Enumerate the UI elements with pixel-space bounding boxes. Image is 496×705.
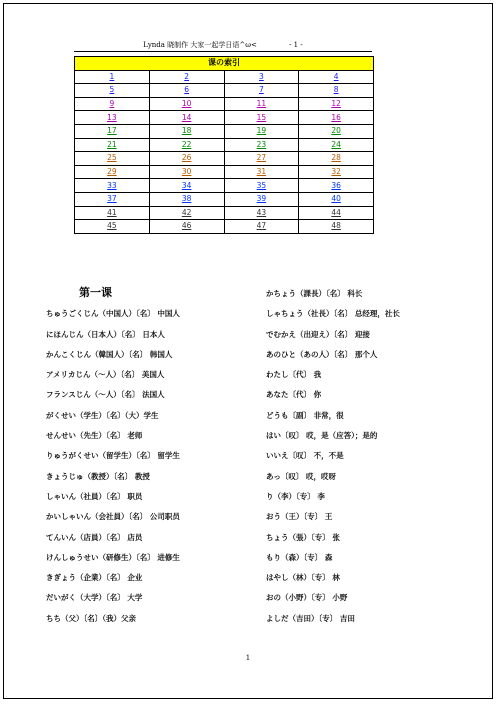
vocab-entry: いいえ〔叹〕 不，不是	[266, 451, 344, 461]
document-page	[3, 3, 493, 699]
index-cell	[224, 220, 299, 234]
lesson-link[interactable]: 9	[109, 99, 115, 109]
index-cell	[149, 97, 224, 111]
lesson-link[interactable]: 32	[331, 167, 341, 177]
index-cell	[299, 124, 374, 138]
lesson-link[interactable]: 31	[256, 167, 267, 177]
lesson-link[interactable]: 1	[109, 71, 115, 81]
index-cell	[75, 152, 150, 166]
index-table-title: 课の索引	[75, 57, 374, 71]
vocab-entry: きぎょう（企業）〔名〕 企业	[46, 573, 143, 583]
index-cell	[224, 165, 299, 179]
vocab-entry: あのひと（あの人）〔名〕 那个人	[266, 349, 378, 359]
index-cell	[299, 97, 374, 111]
header-title: Lynda 晓制作 大家一起学日语^ω<	[143, 41, 257, 49]
lesson-link[interactable]: 38	[181, 194, 192, 204]
lesson-link[interactable]: 17	[107, 126, 117, 136]
vocab-entry: りゅうがくせい（留学生）〔名〕 留学生	[46, 451, 180, 461]
index-cell	[75, 220, 150, 234]
vocab-entry: しゃいん（社員）〔名〕 职员	[46, 491, 143, 501]
vocab-entry: り（李）〔专〕 李	[266, 491, 325, 501]
index-row	[75, 165, 374, 179]
lesson-link[interactable]: 36	[331, 180, 341, 190]
index-cell	[299, 165, 374, 179]
vocab-entry: けんしゅうせい（研修生）〔名〕 进修生	[46, 552, 180, 562]
vocab-entry: でむかえ（出迎え）〔名〕 迎接	[266, 329, 370, 339]
lesson-link[interactable]: 7	[258, 85, 264, 95]
lesson-link[interactable]: 16	[331, 112, 341, 122]
index-row	[75, 138, 374, 152]
vocab-entry: ちょう（張）〔专〕 张	[266, 532, 340, 542]
index-cell	[299, 70, 374, 84]
vocab-entry: はい〔叹〕 哎，是（应答）；是的	[266, 431, 378, 441]
lesson-link[interactable]: 2	[184, 71, 190, 81]
lesson-link[interactable]: 30	[181, 167, 192, 177]
page-header	[74, 41, 372, 52]
index-cell	[224, 84, 299, 98]
lesson-link[interactable]: 35	[256, 180, 267, 190]
vocab-entry: あなた〔代〕 你	[266, 390, 322, 400]
index-cell	[149, 206, 224, 220]
vocab-entry: よしだ（吉田）〔专〕 吉田	[266, 613, 355, 623]
lesson-link[interactable]: 37	[107, 194, 117, 204]
index-cell	[299, 192, 374, 206]
lesson-link[interactable]: 18	[181, 126, 192, 136]
vocab-entry: あっ〔叹〕 哎，哎呀	[266, 471, 337, 481]
index-cell	[75, 192, 150, 206]
index-cell	[224, 124, 299, 138]
index-cell	[149, 138, 224, 152]
lesson-link[interactable]: 33	[107, 180, 117, 190]
index-row	[75, 111, 374, 125]
vocab-list-right	[266, 284, 466, 629]
lesson-link[interactable]: 13	[107, 112, 117, 122]
lesson-link[interactable]: 11	[256, 99, 267, 109]
index-cell	[224, 97, 299, 111]
index-cell	[224, 152, 299, 166]
index-cell	[75, 179, 150, 193]
lesson-link[interactable]: 34	[181, 180, 192, 190]
index-cell	[224, 138, 299, 152]
lesson-link[interactable]: 23	[256, 139, 267, 149]
index-row	[75, 124, 374, 138]
lesson-link[interactable]: 44	[331, 207, 341, 217]
index-cell	[75, 124, 150, 138]
index-row	[75, 206, 374, 220]
index-cell	[224, 111, 299, 125]
index-cell	[299, 138, 374, 152]
page-number: 1	[245, 654, 251, 662]
vocab-entry: きょうじゅ（教授）〔名〕 教授	[46, 471, 150, 481]
vocab-entry: どうも〔副〕 非常，很	[266, 410, 344, 420]
lesson-link[interactable]: 28	[331, 153, 341, 163]
header-page-number: - 1 -	[289, 41, 303, 49]
vocab-entry: おう（王）〔专〕 王	[266, 512, 333, 522]
index-row	[75, 220, 374, 234]
lesson-link[interactable]: 29	[107, 167, 117, 177]
vocab-entry: はやし（林）〔专〕 林	[266, 573, 340, 583]
lesson-link[interactable]: 14	[181, 112, 192, 122]
lesson-link[interactable]: 46	[181, 221, 192, 231]
vocab-entry: にほんじん（日本人）〔名〕 日本人	[46, 329, 165, 339]
vocab-list-left	[46, 284, 256, 629]
lesson-link[interactable]: 48	[331, 221, 341, 231]
index-cell	[75, 138, 150, 152]
index-cell	[149, 84, 224, 98]
vocab-entry: しゃちょう（社長）〔名〕 总经理，社长	[266, 309, 400, 319]
vocab-entry: かちょう（課長）〔名〕 科长	[266, 289, 363, 298]
index-cell	[149, 220, 224, 234]
lesson-link[interactable]: 47	[256, 221, 267, 231]
index-cell	[299, 111, 374, 125]
index-cell	[149, 192, 224, 206]
lesson-link[interactable]: 41	[107, 207, 117, 217]
lesson-link[interactable]: 43	[256, 207, 267, 217]
index-cell	[149, 111, 224, 125]
lesson-link[interactable]: 45	[107, 221, 117, 231]
lesson-index-table	[74, 56, 374, 234]
vocab-entry: がくせい（学生）〔名〕（大）学生	[46, 410, 159, 420]
vocab-title-spacer	[46, 284, 256, 304]
index-cell	[75, 111, 150, 125]
index-row	[75, 97, 374, 111]
index-cell	[75, 165, 150, 179]
lesson-link[interactable]: 42	[181, 207, 192, 217]
vocab-entry: アメリカじん（～人）〔名〕 美国人	[46, 370, 165, 380]
index-cell	[75, 84, 150, 98]
index-cell	[149, 152, 224, 166]
lesson-link[interactable]: 21	[107, 139, 117, 149]
index-cell	[224, 179, 299, 193]
lesson-link[interactable]: 26	[181, 153, 192, 163]
index-cell	[75, 70, 150, 84]
vocab-entry: だいがく（大学）〔名〕 大学	[46, 593, 143, 603]
lesson-link[interactable]: 25	[107, 153, 117, 163]
index-cell	[224, 70, 299, 84]
vocab-entry: てんいん（店員）〔名〕 店员	[46, 532, 143, 542]
vocab-entry: ちち（父）〔名〕（我）父亲	[46, 613, 136, 623]
lesson-link[interactable]: 12	[331, 99, 341, 109]
index-row	[75, 70, 374, 84]
vocab-entry: ちゅうごくじん（中国人）〔名〕 中国人	[46, 309, 180, 319]
index-row	[75, 84, 374, 98]
index-cell	[75, 206, 150, 220]
index-cell	[149, 70, 224, 84]
lesson-link[interactable]: 19	[256, 126, 267, 136]
lesson-link[interactable]: 27	[256, 153, 267, 163]
lesson-link[interactable]: 8	[333, 85, 339, 95]
lesson-link[interactable]: 39	[256, 194, 267, 204]
index-cell	[75, 97, 150, 111]
lesson-link[interactable]: 15	[256, 112, 267, 122]
vocab-entry: せんせい（先生）〔名〕 老师	[46, 431, 143, 441]
index-cell	[299, 179, 374, 193]
index-cell	[299, 220, 374, 234]
lesson-title: 第一课	[79, 286, 112, 299]
index-cell	[149, 124, 224, 138]
index-cell	[299, 152, 374, 166]
index-row	[75, 192, 374, 206]
vocab-entry: もり（森）〔专〕 森	[266, 552, 333, 562]
lesson-link[interactable]: 6	[184, 85, 190, 95]
vocab-entry: わたし〔代〕 我	[266, 370, 322, 380]
index-cell	[224, 192, 299, 206]
index-row	[75, 179, 374, 193]
lesson-link[interactable]: 3	[258, 71, 264, 81]
vocab-entry: かんこくじん（韓国人）〔名〕 韩国人	[46, 349, 173, 359]
lesson-link[interactable]: 20	[331, 126, 341, 136]
lesson-link[interactable]: 5	[109, 85, 115, 95]
index-cell	[149, 165, 224, 179]
lesson-link[interactable]: 22	[181, 139, 192, 149]
vocab-entry: おの（小野）〔专〕 小野	[266, 593, 348, 603]
index-cell	[224, 206, 299, 220]
index-cell	[149, 179, 224, 193]
lesson-link[interactable]: 4	[333, 71, 339, 81]
vocab-entry: フランスじん（～人）〔名〕 法国人	[46, 390, 165, 400]
lesson-link[interactable]: 24	[331, 139, 341, 149]
index-cell	[299, 206, 374, 220]
vocab-entry: かいしゃいん（会社員）〔名〕 公司职员	[46, 512, 180, 522]
index-row	[75, 152, 374, 166]
lesson-link[interactable]: 10	[181, 99, 192, 109]
index-cell	[299, 84, 374, 98]
lesson-link[interactable]: 40	[331, 194, 341, 204]
